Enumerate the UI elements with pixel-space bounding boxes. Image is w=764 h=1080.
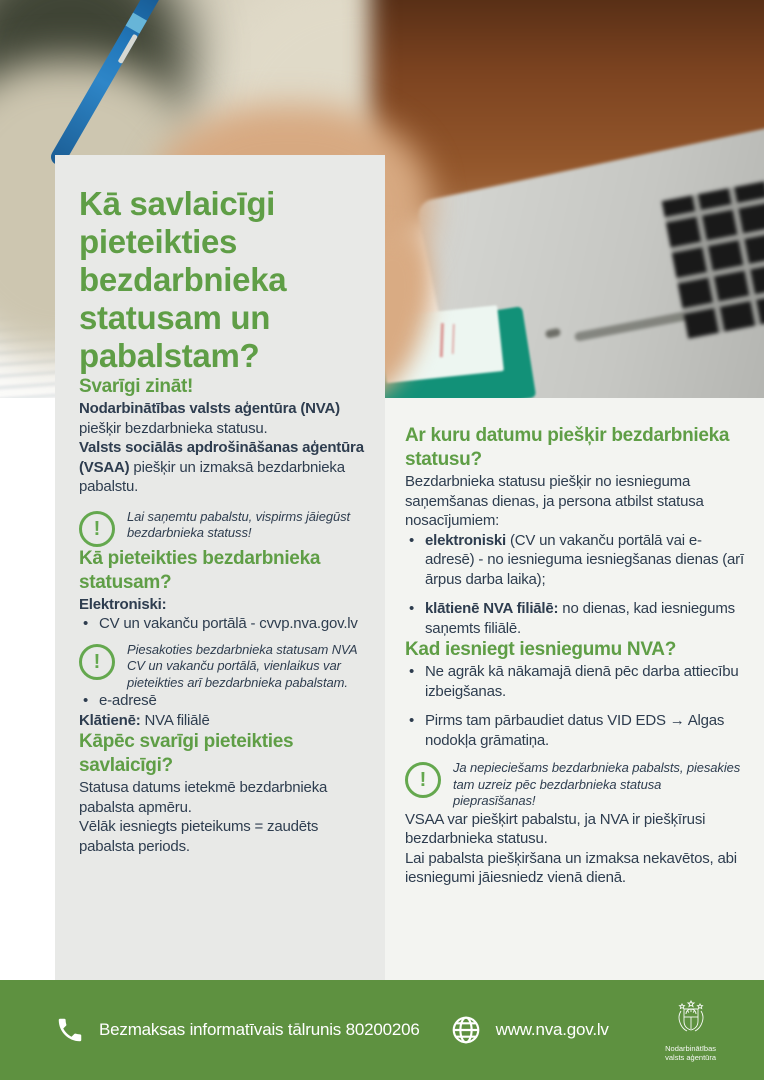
- paragraph-vsaa-grant: VSAA var piešķirt pabalstu, ja NVA ir piešķīrusi bezdarbnieka statusu.: [405, 810, 706, 847]
- warning-note-1: [79, 509, 373, 547]
- paragraph-status-date: Statusa datums ietekmē bezdarbnieka pabalsta apmēru.: [79, 779, 328, 816]
- globe-icon: [450, 1014, 482, 1046]
- heading-when-submit: Kad iesniegt iesniegumu NVA?: [405, 639, 677, 660]
- warning-icon: !: [79, 511, 115, 547]
- apply-list-2: [79, 691, 373, 711]
- nva-bold: Nodarbinātības valsts aģentūra (NVA): [79, 400, 340, 417]
- nva-logo-caption-line2: valsts aģentūra: [665, 1052, 716, 1062]
- photo-red-text-blur: [440, 323, 444, 357]
- coat-of-arms-icon: [671, 999, 711, 1041]
- inperson-bold: Klātienē:: [79, 711, 141, 729]
- inperson-rest: NVA filiālē: [140, 711, 210, 729]
- warning-note-2: [79, 642, 373, 692]
- list-item-electronic: [405, 531, 746, 590]
- branch-rest: no dienas, kad iesniegums saņemts filiālē.: [425, 600, 735, 637]
- nva-logo-caption-line1: Nodarbinātības: [665, 1043, 716, 1053]
- list-item-vid-eds: • Pirms tam pārbaudiet datus VID EDS → Algas nodokļa grāmatiņa.: [405, 711, 746, 750]
- right-panel: [385, 398, 764, 980]
- page-title: Kā savlaicīgi pieteikties bezdarbnieka statusam un pabalstam?: [79, 185, 287, 374]
- nva-logo-block: [665, 999, 716, 1062]
- warning-icon: !: [79, 644, 115, 680]
- warning-note-1-text: Lai saņemtu pabalstu, vispirms jāiegūst bezdarbnieka statuss!: [127, 508, 350, 540]
- paragraph-inperson: [79, 711, 373, 731]
- warning-note-3-text: Ja nepieciešams bezdarbnieka pabalsts, piesakies tam uzreiz pēc bezdarbnieka statusa pieprasīšanas!: [453, 760, 741, 808]
- branch-bold: klātienē NVA filiālē:: [425, 600, 559, 617]
- vsaa-rest: piešķir un izmaksā bezdarbnieka pabalstu.: [79, 458, 345, 495]
- warning-note-3: [405, 760, 746, 810]
- heading-how-to-apply: Kā pieteikties bezdarbnieka statusam?: [79, 547, 321, 593]
- electronic-bold: elektroniski: [425, 531, 506, 549]
- apply-list: [79, 614, 373, 634]
- paragraph-vsaa: [79, 438, 373, 497]
- heading-why-timely: Kāpēc svarīgi pieteikties savlaicīgi?: [79, 731, 294, 776]
- footer-website-label: www.nva.gov.lv: [495, 1020, 609, 1039]
- label-electronically: Elektroniski:: [79, 595, 167, 613]
- vsaa-bold: Valsts sociālās apdrošināšanas aģentūra (VSAA): [79, 439, 364, 476]
- list-item-branch: [405, 599, 746, 638]
- photo-laptop-port: [545, 328, 561, 339]
- nva-rest: piešķir bezdarbnieka statusu.: [79, 419, 268, 437]
- heading-important: Svarīgi zināt!: [79, 376, 194, 397]
- left-panel: [55, 155, 385, 980]
- when-submit-list: [405, 662, 746, 750]
- photo-laptop-keyboard: [662, 148, 764, 339]
- list-item-cv-portal: • CV un vakanču portālā - cvvp.nva.gov.lv: [79, 614, 373, 634]
- list-item-next-day: • Ne agrāk kā nākamajā dienā pēc darba attiecību izbeigšanas.: [405, 662, 746, 701]
- footer-bar: [0, 980, 764, 1080]
- status-date-list: [405, 531, 746, 639]
- footer-phone-label: Bezmaksas informatīvais tālrunis 80200206: [99, 1020, 420, 1039]
- paragraph-same-day: Lai pabalsta piešķiršana un izmaksa nekavētos, abi iesniegumi jāiesniedz vienā dienā.: [405, 849, 737, 886]
- heading-status-date: Ar kuru datumu piešķir bezdarbnieka statusu?: [405, 425, 730, 470]
- warning-note-2-text: Piesakoties bezdarbnieka statusam NVA CV un vakanču portālā, vienlaikus var pieteikties arī bezdarbnieka pabalstam.: [127, 641, 357, 690]
- paragraph-nva: [79, 399, 373, 438]
- nva-logo-caption: [665, 1044, 716, 1062]
- footer-website-group: [450, 1014, 609, 1046]
- paragraph-late-application: Vēlāk iesniegts pieteikums = zaudēts pabalsta periods.: [79, 818, 319, 855]
- list-item-eaddress: • e-adresē: [79, 691, 373, 711]
- phone-icon: [55, 1015, 85, 1045]
- warning-icon: !: [405, 762, 441, 798]
- paragraph-status-intro: Bezdarbnieka statusu piešķir no iesnieguma saņemšanas dienas, ja persona atbilst statusa nosacījumiem:: [405, 473, 704, 529]
- electronic-rest: (CV un vakanču portālā vai e-adresē) - no iesnieguma iesniegšanas dienas (arī ārpus darba laika);: [425, 531, 744, 588]
- photo-red-text-blur: [452, 324, 455, 354]
- footer-phone-group: [55, 1015, 420, 1045]
